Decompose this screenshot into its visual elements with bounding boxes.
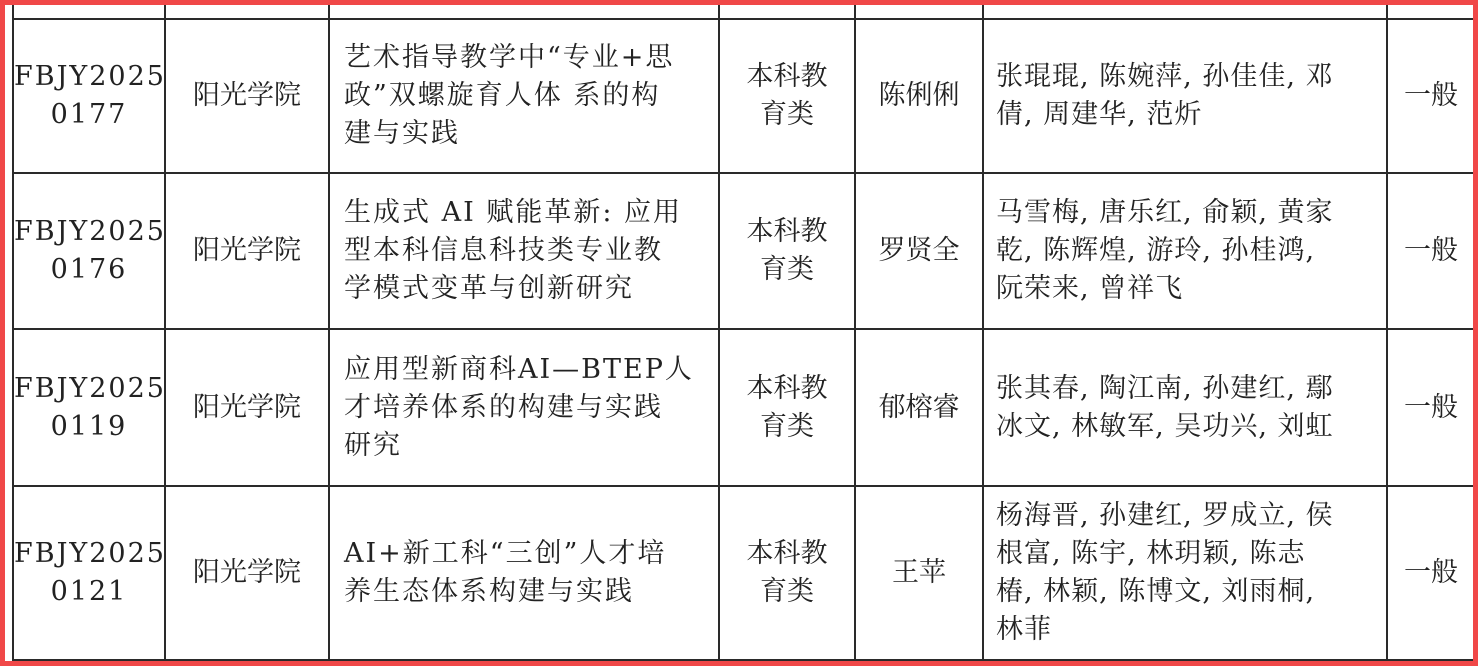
table-row bbox=[13, 486, 1478, 660]
table-cell bbox=[719, 660, 855, 666]
project-title: 应用型新商科AI—BTEP人 才培养体系的构建与实践 研究 bbox=[329, 329, 719, 486]
project-code: FBJY2025 0121 bbox=[13, 486, 165, 660]
project-leader: 陈俐俐 bbox=[855, 19, 983, 173]
team-members: 马雪梅, 唐乐红, 俞颖, 黄家 乾, 陈辉煌, 游玲, 孙桂鸿, 阮荣来, 曾祥飞 bbox=[983, 173, 1387, 329]
project-title: 艺术指导教学中“专业+思 政”双螺旋育人体 系的构 建与实践 bbox=[329, 19, 719, 173]
table-cell bbox=[983, 660, 1387, 666]
table-cell bbox=[983, 3, 1387, 19]
table-row-partial-bottom bbox=[13, 660, 1478, 666]
project-title: AI+新工科“三创”人才培 养生态体系构建与实践 bbox=[329, 486, 719, 660]
project-code: FBJY2025 0177 bbox=[13, 19, 165, 173]
table-row bbox=[13, 329, 1478, 486]
institution-name: 阳光学院 bbox=[165, 19, 329, 173]
project-code: FBJY2025 0119 bbox=[13, 329, 165, 486]
institution-name: 阳光学院 bbox=[165, 173, 329, 329]
table-cell bbox=[165, 660, 329, 666]
table-cell bbox=[13, 3, 165, 19]
project-leader: 郁榕睿 bbox=[855, 329, 983, 486]
team-members: 张其春, 陶江南, 孙建红, 鄢 冰文, 林敏军, 吴功兴, 刘虹 bbox=[983, 329, 1387, 486]
project-category: 本科教 育类 bbox=[719, 173, 855, 329]
project-category: 本科教 育类 bbox=[719, 486, 855, 660]
table-row bbox=[13, 173, 1478, 329]
table-row bbox=[13, 19, 1478, 173]
project-level: 一般 bbox=[1387, 173, 1478, 329]
project-level: 一般 bbox=[1387, 19, 1478, 173]
project-category: 本科教 育类 bbox=[719, 19, 855, 173]
table-cell bbox=[855, 3, 983, 19]
project-title: 生成式 AI 赋能革新: 应用 型本科信息科技类专业教 学模式变革与创新研究 bbox=[329, 173, 719, 329]
team-members: 杨海晋, 孙建红, 罗成立, 侯 根富, 陈宇, 林玥颖, 陈志 椿, 林颖, 陈博文, 刘雨桐, 林菲 bbox=[983, 486, 1387, 660]
project-code: FBJY2025 0176 bbox=[13, 173, 165, 329]
table-cell bbox=[719, 3, 855, 19]
table-cell bbox=[13, 660, 165, 666]
table-cell bbox=[329, 3, 719, 19]
table-cell bbox=[165, 3, 329, 19]
institution-name: 阳光学院 bbox=[165, 486, 329, 660]
table-cell bbox=[855, 660, 983, 666]
table-cell bbox=[1387, 3, 1478, 19]
team-members: 张琨琨, 陈婉萍, 孙佳佳, 邓 倩, 周建华, 范炘 bbox=[983, 19, 1387, 173]
project-table bbox=[12, 2, 1478, 666]
project-level: 一般 bbox=[1387, 329, 1478, 486]
table-cell bbox=[329, 660, 719, 666]
project-level: 一般 bbox=[1387, 486, 1478, 660]
project-leader: 罗贤全 bbox=[855, 173, 983, 329]
institution-name: 阳光学院 bbox=[165, 329, 329, 486]
project-leader: 王苹 bbox=[855, 486, 983, 660]
table-row-partial-top bbox=[13, 3, 1478, 19]
table-cell bbox=[1387, 660, 1478, 666]
project-category: 本科教 育类 bbox=[719, 329, 855, 486]
